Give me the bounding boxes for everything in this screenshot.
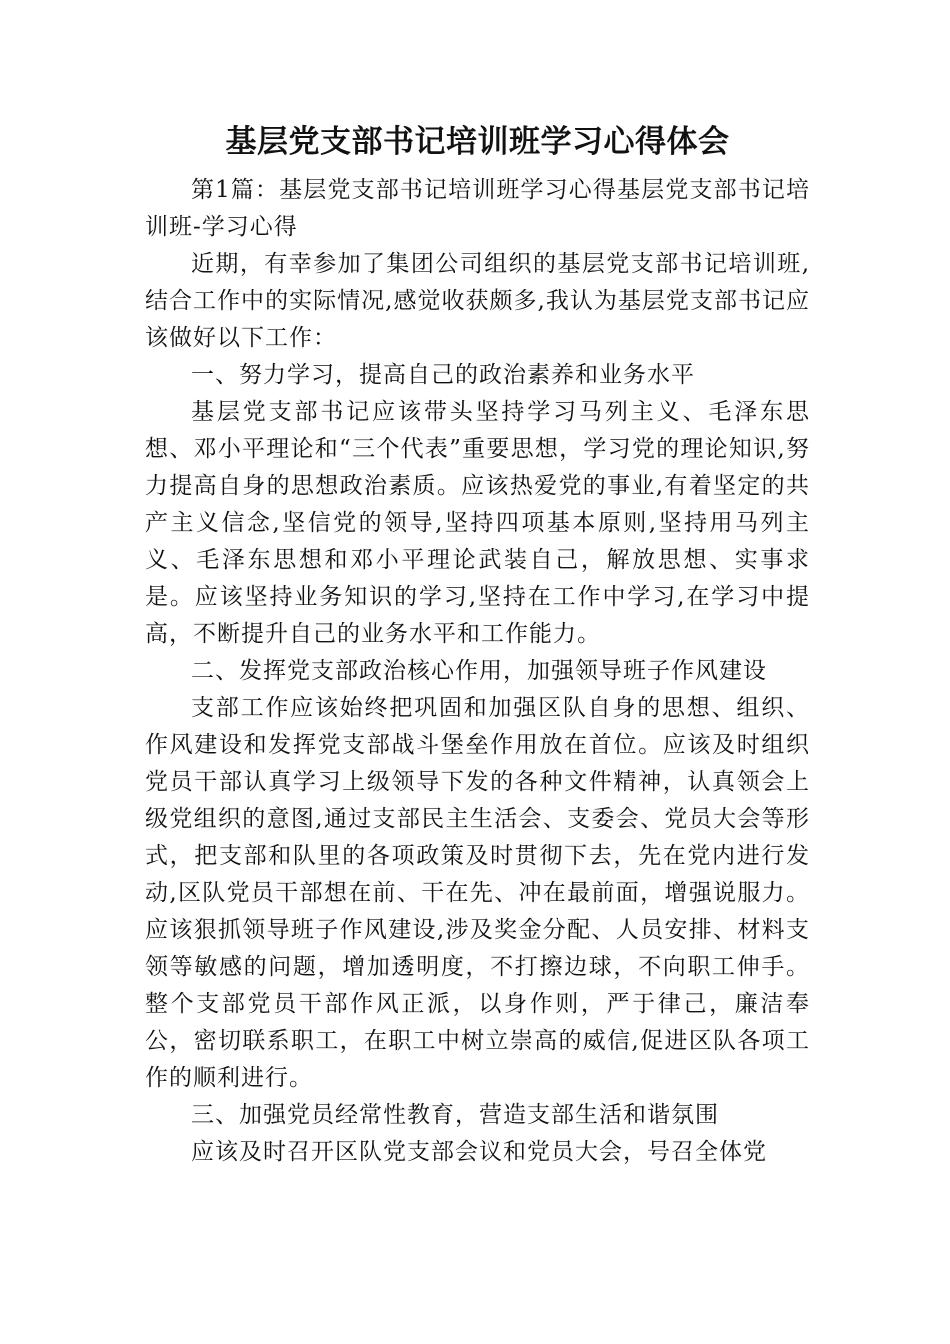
- section-heading-3: 三、加强党员经常性教育，营造支部生活和谐氛围: [191, 1102, 719, 1128]
- paragraph-5: 应该及时召开区队党支部会议和党员大会，号召全体党: [191, 1139, 767, 1165]
- section-heading-1: 一、努力学习，提高自己的政治素养和业务水平: [191, 362, 695, 388]
- paragraph-2: 近期，有幸参加了集团公司组织的基层党支部书记培训班,结合工作中的实际情况,感觉收获颇多,我认为基层党支部书记应该做好以下工作：: [145, 251, 810, 351]
- paragraph-1: 第1篇：基层党支部书记培训班学习心得基层党支部书记培训班-学习心得: [145, 177, 810, 240]
- document-title: 基层党支部书记培训班学习心得体会: [225, 124, 730, 160]
- section-heading-2: 二、发挥党支部政治核心作用，加强领导班子作风建设: [191, 658, 767, 684]
- paragraph-4: 支部工作应该始终把巩固和加强区队自身的思想、组织、作风建设和发挥党支部战斗堡垒作用放在首位。应该及时组织党员干部认真学习上级领导下发的各种文件精神，认真领会上级党组织的意图,通过支部民主生活会、支委会、党员大会等形式，把支部和队里的各项政策及时贯彻下去，先在党内进行发动,区队党员干部想在前、干在先、冲在最前面，增强说服力。应该狠抓领导班子作风建设,涉及奖金分配、人员安排、材料支领等敏感的问题，增加透明度，不打擦边球，不向职工伸手。整个支部党员干部作风正派，以身作则，严于律己，廉洁奉公，密切联系职工，在职工中树立崇高的威信,促进区队各项工作的顺利进行。: [145, 695, 810, 1091]
- document-page: [145, 112, 810, 1171]
- paragraph-3: 基层党支部书记应该带头坚持学习马列主义、毛泽东思想、邓小平理论和“三个代表”重要思想，学习党的理论知识,努力提高自身的思想政治素质。应该热爱党的事业,有着坚定的共产主义信念,坚信党的领导,坚持四项基本原则,坚持用马列主义、毛泽东思想和邓小平理论武装自己，解放思想、实事求是。应该坚持业务知识的学习,坚持在工作中学习,在学习中提高，不断提升自己的业务水平和工作能力。: [145, 399, 810, 647]
